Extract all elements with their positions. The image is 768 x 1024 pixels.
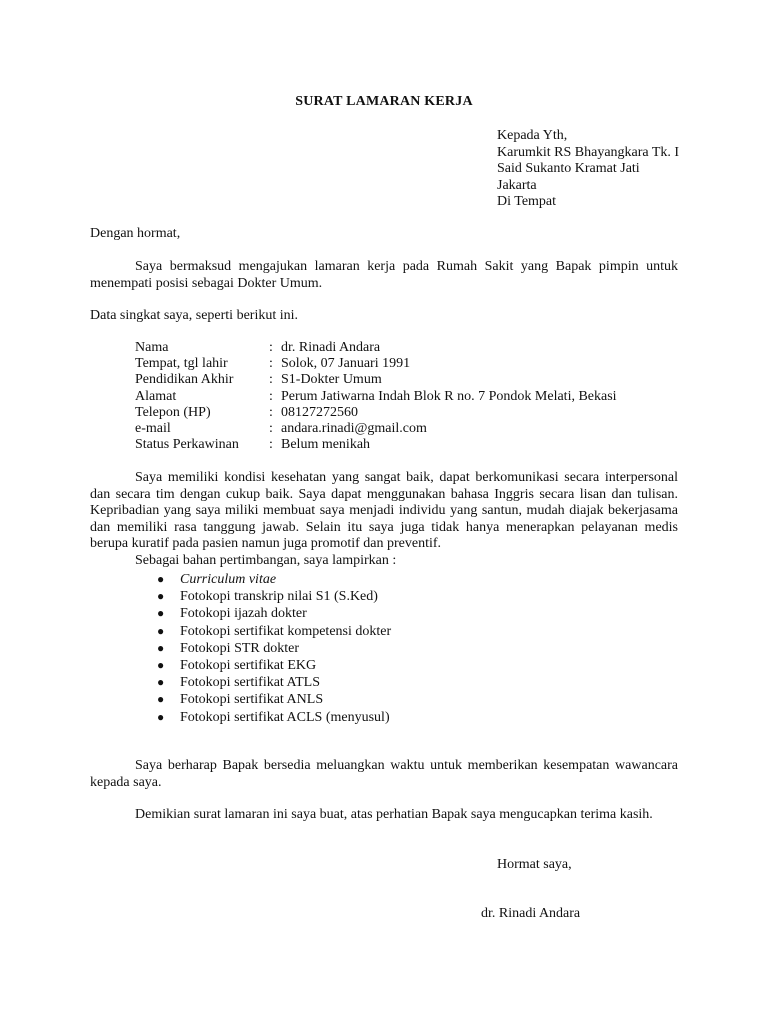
data-value: 08127272560 bbox=[281, 404, 358, 420]
bullet-icon: ● bbox=[157, 640, 165, 655]
list-item bbox=[135, 657, 391, 674]
list-item bbox=[135, 709, 391, 726]
attachment-label: Fotokopi sertifikat kompetensi dokter bbox=[180, 623, 392, 639]
attachment-label: Fotokopi sertifikat ATLS bbox=[180, 675, 320, 691]
hope-paragraph: Saya berharap Bapak bersedia meluangkan waktu untuk memberikan kesempatan wawancara kepada saya. bbox=[90, 758, 678, 790]
list-item bbox=[135, 691, 391, 708]
bullet-icon: ● bbox=[157, 658, 165, 673]
attachment-label: Fotokopi transkrip nilai S1 (S.Ked) bbox=[180, 589, 378, 605]
data-separator: : bbox=[269, 437, 273, 453]
letter-title: SURAT LAMARAN KERJA bbox=[295, 94, 473, 109]
bullet-icon: ● bbox=[157, 675, 165, 690]
data-label: Nama bbox=[135, 340, 169, 355]
list-item bbox=[135, 640, 391, 657]
list-item bbox=[135, 605, 391, 622]
recipient-block bbox=[497, 128, 679, 211]
data-separator: : bbox=[269, 372, 273, 388]
data-separator: : bbox=[269, 388, 273, 404]
data-label: Pendidikan Akhir bbox=[135, 372, 234, 388]
data-separator: : bbox=[269, 421, 273, 437]
data-row-email bbox=[135, 421, 617, 437]
data-row-education bbox=[135, 372, 617, 388]
list-item bbox=[135, 623, 391, 640]
personal-data-table bbox=[135, 340, 617, 453]
data-separator: : bbox=[269, 340, 273, 355]
data-label: e-mail bbox=[135, 421, 171, 437]
bullet-icon: ● bbox=[157, 692, 165, 707]
signer-name: dr. Rinadi Andara bbox=[481, 906, 581, 921]
bullet-icon: ● bbox=[157, 709, 165, 724]
bullet-icon: ● bbox=[157, 589, 165, 604]
data-value: dr. Rinadi Andara bbox=[281, 340, 381, 355]
data-row-marital-status bbox=[135, 437, 617, 453]
data-row-address bbox=[135, 389, 617, 405]
attachment-label: Fotokopi STR dokter bbox=[180, 640, 300, 656]
data-value: Perum Jatiwarna Indah Blok R no. 7 Pondok Melati, Bekasi bbox=[281, 388, 617, 404]
intro-paragraph: Saya bermaksud mengajukan lamaran kerja pada Rumah Sakit yang Bapak pimpin untuk menempati posisi sebagai Dokter Umum. bbox=[90, 259, 678, 291]
recipient-line: Said Sukanto Kramat Jati bbox=[497, 161, 640, 176]
attachment-list bbox=[135, 571, 391, 726]
attachment-label: Fotokopi sertifikat ANLS bbox=[180, 692, 324, 708]
list-item bbox=[135, 674, 391, 691]
body-paragraph: Saya memiliki kondisi kesehatan yang sangat baik, dapat berkomunikasi secara interpersonal dan secara tim dengan cukup baik. Saya dapat menggunakan bahasa Inggris secara lisan dan tulisan. Kepribadian yang saya miliki membuat saya menjadi individu yang santun, mudah diajak bekerjasama dan memiliki rasa tanggung jawab. Selain itu saya juga tidak hanya menerapkan pelayanan medis berupa kuratif pada pasien namun juga promotif dan preventif. bbox=[90, 470, 678, 551]
data-value: Belum menikah bbox=[281, 437, 371, 453]
attachment-label: Fotokopi sertifikat ACLS (menyusul) bbox=[180, 709, 390, 725]
data-row-phone bbox=[135, 405, 617, 421]
attachment-label: Fotokopi sertifikat EKG bbox=[180, 658, 317, 674]
attachment-label: Fotokopi ijazah dokter bbox=[180, 606, 307, 622]
attachment-label: Curriculum vitae bbox=[180, 572, 277, 587]
closing-greeting: Hormat saya, bbox=[497, 857, 572, 872]
data-row-birth bbox=[135, 356, 617, 372]
data-row-name bbox=[135, 340, 617, 356]
data-separator: : bbox=[269, 356, 273, 372]
recipient-line: Di Tempat bbox=[497, 194, 557, 209]
data-separator: : bbox=[269, 404, 273, 420]
salutation: Dengan hormat, bbox=[90, 226, 181, 241]
data-label: Alamat bbox=[135, 388, 177, 404]
list-item bbox=[135, 571, 391, 588]
bullet-icon: ● bbox=[157, 623, 165, 638]
recipient-line: Karumkit RS Bhayangkara Tk. I bbox=[497, 144, 680, 160]
data-value: S1-Dokter Umum bbox=[281, 372, 382, 388]
bullet-icon: ● bbox=[157, 572, 165, 586]
data-value: Solok, 07 Januari 1991 bbox=[281, 356, 411, 372]
closing-paragraph: Demikian surat lamaran ini saya buat, atas perhatian Bapak saya mengucapkan terima kasih. bbox=[135, 807, 653, 822]
recipient-line: Kepada Yth, bbox=[497, 128, 568, 143]
data-intro: Data singkat saya, seperti berikut ini. bbox=[90, 308, 298, 323]
attachments-intro: Sebagai bahan pertimbangan, saya lampirkan : bbox=[135, 553, 397, 568]
data-label: Tempat, tgl lahir bbox=[135, 356, 228, 372]
recipient-line: Jakarta bbox=[497, 177, 537, 193]
list-item bbox=[135, 588, 391, 605]
data-label: Telepon (HP) bbox=[135, 404, 211, 420]
bullet-icon: ● bbox=[157, 606, 165, 621]
data-value: andara.rinadi@gmail.com bbox=[281, 421, 427, 437]
data-label: Status Perkawinan bbox=[135, 437, 239, 453]
